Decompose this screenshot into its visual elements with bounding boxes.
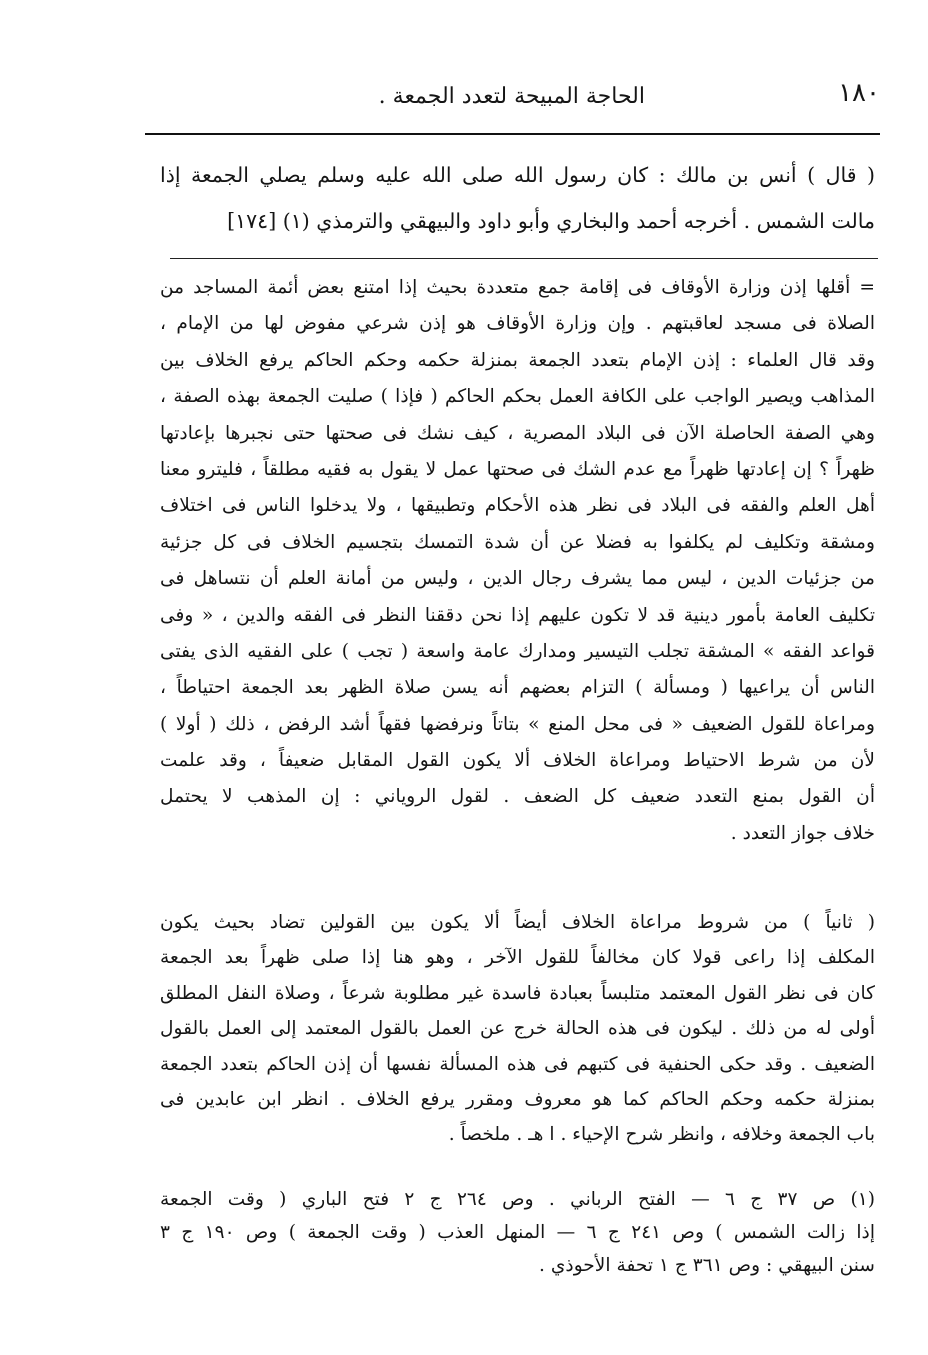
note-line: ظهراً ؟ إن إعادتها ظهراً مع عدم الشك فى صحتها عمل لا يقول به فقيه مطلقاً ، فليترو معنا: [160, 458, 875, 480]
note-line: = أقلها إذن وزارة الأوقاف فى إقامة جمع متعددة بحيث إذا امتنع بعض أئمة المساجد من: [160, 277, 875, 298]
note-line: ومراعاة للقول الضعيف « فى محل المنع » بتاتاً ونرفضها فقهاً أشد الرفض ، ذلك ( أولا ): [160, 713, 875, 735]
paragraph-line: أولى له من ذلك . ليكون فى هذه الحالة خرج عن العمل بالقول المعتمد إلى العمل بالقول: [160, 1018, 875, 1040]
footnote-line: (١) ص ٣٧ ج ٦ — الفتح الرباني . وص ٢٦٤ ج ٢ فتح الباري ( وقت الجمعة: [160, 1189, 875, 1210]
footnote-line: إذا زالت الشمس ) وص ٢٤١ ج ٦ — المنهل العذب ( وقت الجمعة ) وص ١٩٠ ج ٣: [160, 1222, 875, 1243]
note-line: وقد قال العلماء : إذن الإمام بتعدد الجمعة بمنزلة حكمه وحكم الحاكم يرفع الخلاف بين: [160, 349, 875, 371]
paragraph-line: كان فى نظر القول المعتمد متلبساً بعبادة فاسدة غير مطلوبة شرعاً ، وصلاة النفل المطلق: [160, 982, 875, 1004]
note-line: المذاهب ويصير الواجب على الكافة العمل بحكم الحاكم ( فإذا ) صليت الجمعة بهذه الصفة ،: [160, 386, 875, 408]
note-line: لأن من شرط الاحتياط ومراعاة الخلاف ألا يكون القول المقابل ضعيفاً ، وقد علمت: [160, 750, 875, 772]
note-line: قواعد الفقه » المشقة تجلب التيسير ومدارك عامة واسعة ( تجب ) على الفقيه الذى يفتى: [160, 640, 875, 662]
note-separator: [170, 258, 878, 259]
page-header: [145, 78, 880, 118]
footnote: [160, 1183, 875, 1282]
note-line: الصلاة فى مسجد لعاقبتهم . وإن وزارة الأوقاف هو إذن شرعي مفوض لها من الإمام ،: [160, 313, 875, 335]
hadith-line: مالت الشمس . أخرجه أحمد والبخاري وأبو داود والبيهقي والترمذي (١) [١٧٤]: [227, 209, 875, 233]
note-line: تكليف العامة بأمور دينية قد لا تكون عليهم إذا نحن دققنا النظر فى الفقه والدين ، « وفى: [160, 604, 875, 626]
hadith-line: ( قال ) أنس بن مالك : كان رسول الله صلى الله عليه وسلم يصلي الجمعة إذا: [160, 163, 875, 187]
note-line: ومشقة وتكليف لم يكلفوا به فضلا عن أن شدة التمسك بتجسيم الخلاف فى كل جزئية: [160, 531, 875, 553]
note-line: خلاف جواز التعدد .: [730, 822, 875, 844]
page-number: ١٨٠: [838, 78, 880, 108]
note-line: من جزئيات الدين ، ليس مما يشرف رجال الدين ، وليس من أمانة العلم أن نتساهل فى: [160, 568, 875, 590]
hadith-text: [160, 152, 875, 244]
paragraph-line: باب الجمعة وخلافه ، وانظر شرح الإحياء . ا هـ . ملخصاً .: [448, 1124, 875, 1146]
running-title: الحاجة المبيحة لتعدد الجمعة .: [378, 84, 645, 109]
paragraph-line: المكلف إذا راعى قولا كان مخالفاً للقول الآخر ، وهو هنا إذا صلى ظهراً بعد الجمعة: [160, 947, 875, 969]
note-line: أهل العلم والفقه فى البلاد فى نظر هذه الأحكام وتطبيقها ، ولا يدخلوا الناس فى اختلاف: [160, 495, 875, 517]
paragraph-line: ( ثانياً ) من شروط مراعاة الخلاف أيضاً ألا يكون بين القولين تضاد بحيث يكون: [160, 912, 875, 933]
paragraph-line: الضعيف . وقد حكى الحنفية فى كتبهم فى هذه المسألة نفسها أن إذن الحاكم بتعدد الجمعة: [160, 1053, 875, 1075]
paragraph-line: بمنزلة حكمه وحكم الحاكم كما هو معروف ومقرر يرفع الخلاف . انظر ابن عابدين فى: [160, 1088, 875, 1110]
continued-note: [160, 270, 875, 852]
note-line: أن القول بمنع التعدد ضعيف كل الضعف . لقول الروياني : إن المذهب لا يحتمل: [160, 786, 875, 808]
footnote-line: سنن البيهقي : وص ٣٦١ ج ١ تحفة الأحوذي .: [539, 1255, 875, 1276]
header-rule: [145, 133, 880, 135]
note-line: وهي الصفة الحاصلة الآن فى البلاد المصرية ، كيف نشك فى صحتها حتى نجبرها بإعادتها: [160, 422, 875, 444]
note-line: الناس أن يراعيها ( ومسألة ) التزام بعضهم أنه يسن صلاة الظهر بعد الجمعة احتياطاً ،: [160, 677, 875, 699]
second-point-paragraph: [160, 905, 875, 1153]
